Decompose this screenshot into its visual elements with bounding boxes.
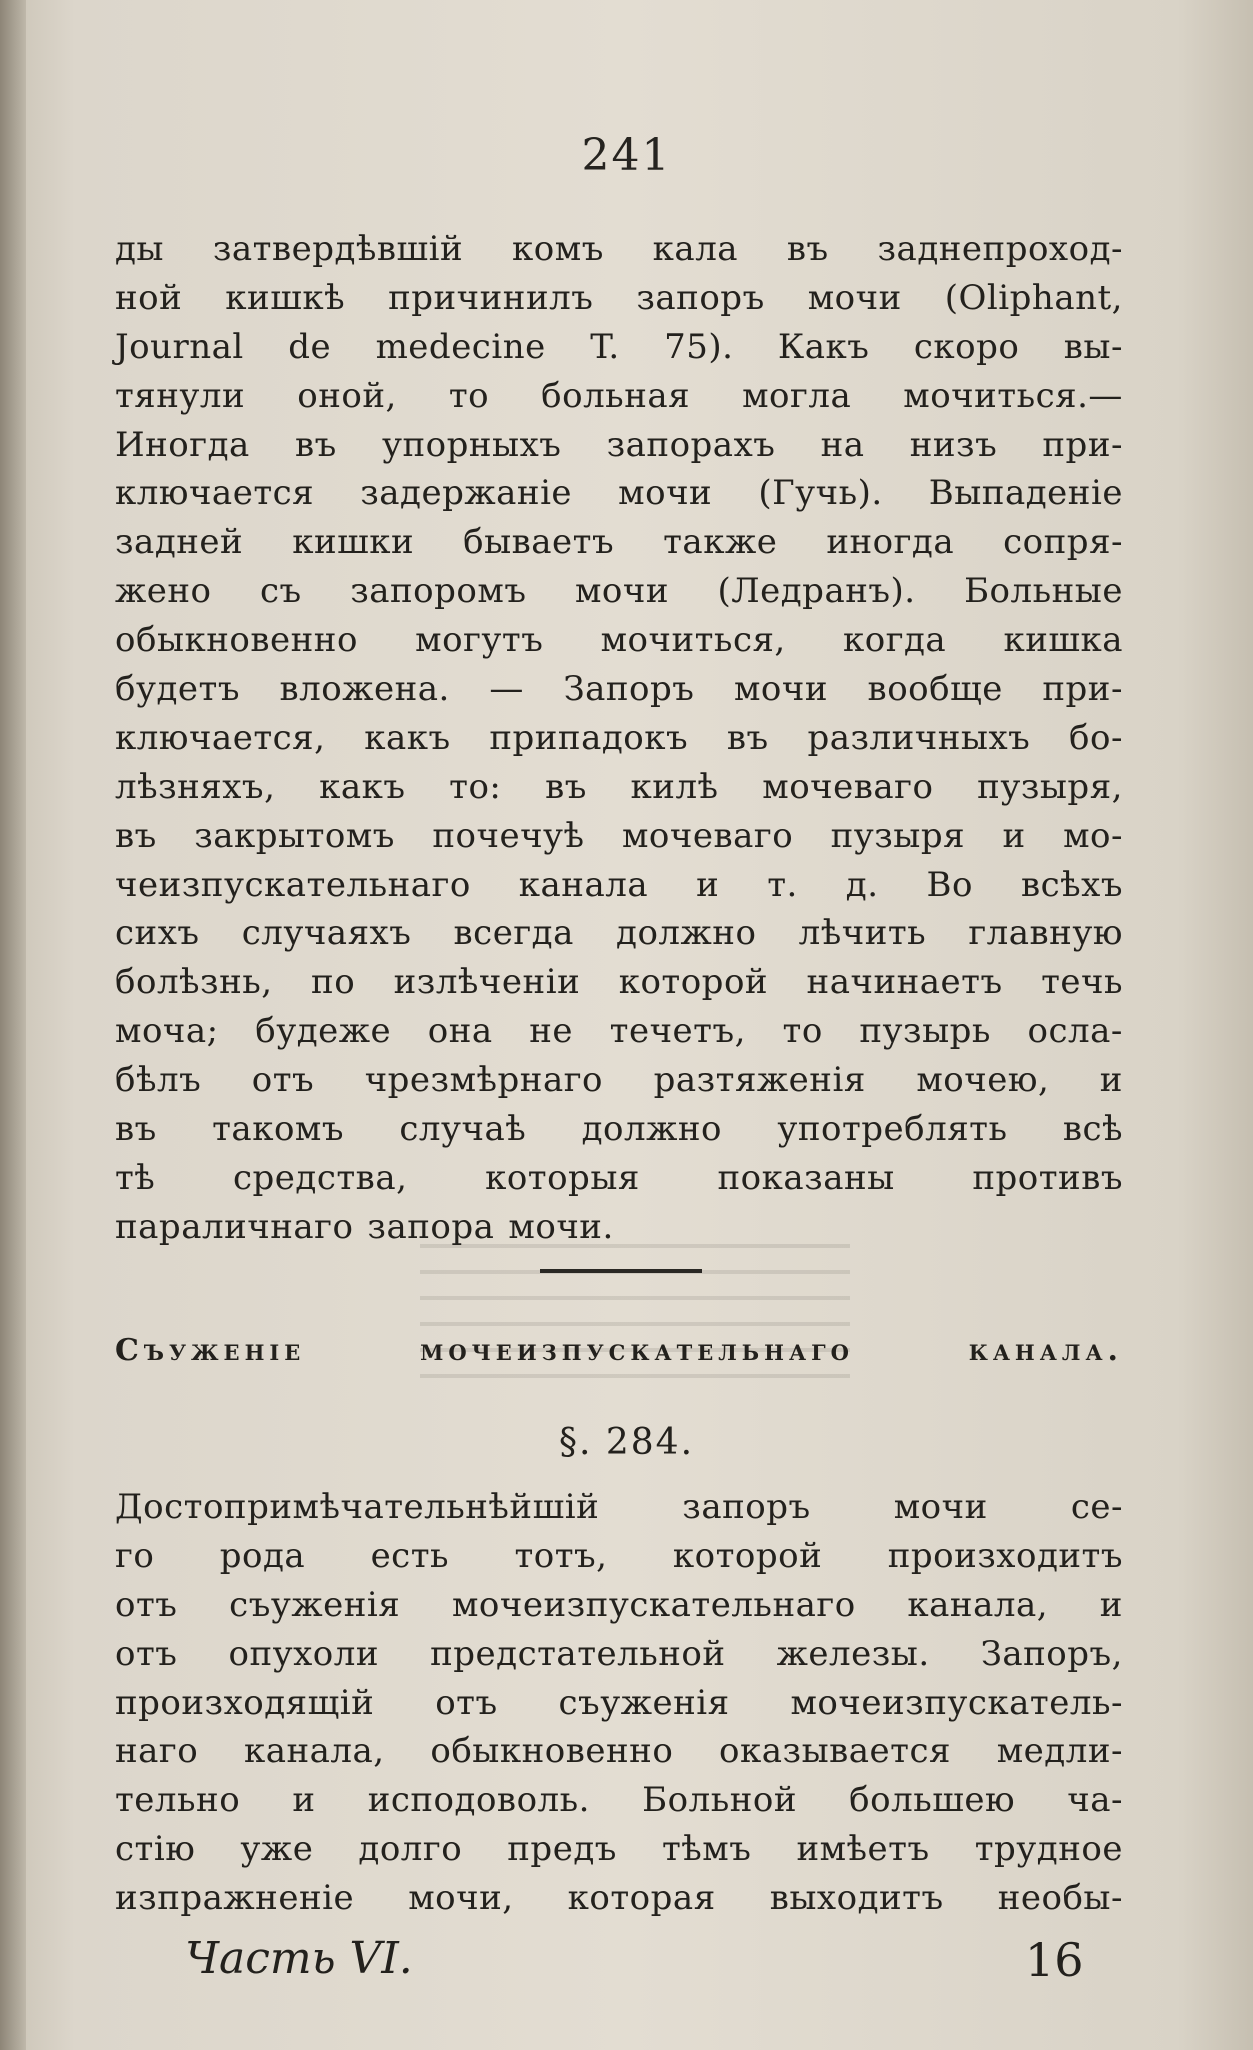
word: исподоволь.	[367, 1780, 590, 1821]
word: ча-	[1067, 1780, 1123, 1821]
word: могла	[742, 375, 852, 416]
word: мочеизпускательнаго	[451, 1584, 856, 1625]
word: трудное	[974, 1829, 1123, 1870]
word: употреблять	[777, 1109, 1008, 1150]
word: мочеизпускатель-	[790, 1682, 1123, 1723]
word: есть	[370, 1535, 450, 1576]
word: причинилъ	[388, 277, 594, 318]
text-line	[115, 323, 1123, 372]
word: вообще	[867, 669, 1003, 710]
word: мочиться.—	[903, 375, 1123, 416]
text-line	[115, 665, 1123, 714]
word: кишка	[1003, 620, 1123, 661]
word: килѣ	[630, 766, 719, 807]
word: съ	[260, 571, 302, 612]
bleed-through-text	[420, 1240, 850, 1400]
footer-signature-mark: 16	[1025, 1933, 1084, 1987]
word: ды	[115, 229, 164, 269]
word: противъ	[972, 1157, 1123, 1198]
word: Достопримѣчательнѣйшій	[115, 1487, 600, 1527]
footer-part-label: Часть VI.	[185, 1933, 413, 1984]
word: уже	[240, 1829, 314, 1870]
word: чрезмѣрнаго	[364, 1060, 604, 1101]
section-heading: Съуженіе мочеизпускательнаго канала.	[115, 1333, 1123, 1368]
word: предстательной	[430, 1633, 726, 1674]
word: Иногда	[115, 424, 250, 465]
word: упорныхъ	[381, 424, 562, 465]
word: рода	[219, 1535, 306, 1576]
word: которой	[618, 962, 769, 1003]
word: средства,	[232, 1157, 408, 1198]
word: то	[782, 1011, 823, 1052]
word: медли-	[996, 1731, 1123, 1772]
paragraph-section-284	[115, 1483, 1123, 1923]
word: бо-	[1069, 717, 1123, 758]
text-line	[115, 1581, 1123, 1630]
word: которая	[567, 1878, 716, 1919]
word: изпражненіе	[115, 1878, 355, 1919]
word: которой	[672, 1535, 823, 1576]
word: мочи	[893, 1487, 988, 1527]
word: оной,	[297, 375, 397, 416]
word: по	[311, 962, 356, 1003]
word: опухоли	[228, 1633, 380, 1674]
word: и	[1002, 815, 1026, 856]
word: чеизпускательнаго	[115, 864, 471, 905]
text-line	[115, 372, 1123, 421]
word: Запоръ	[563, 669, 695, 710]
word: при-	[1042, 669, 1123, 710]
word: лѣзняхъ,	[115, 766, 276, 807]
text-line	[115, 1630, 1123, 1679]
word: (Oliphant,	[944, 277, 1123, 318]
word: Больной	[642, 1780, 797, 1821]
word: кишки	[292, 522, 415, 563]
word: запорахъ	[606, 424, 776, 465]
word: железы.	[776, 1633, 930, 1674]
word: долго	[358, 1829, 463, 1870]
text-line	[115, 1483, 1123, 1532]
word: наго	[115, 1731, 199, 1772]
word: —	[489, 669, 524, 710]
word: какъ	[319, 766, 406, 807]
text-line	[115, 567, 1123, 616]
word: Больные	[964, 571, 1123, 612]
page-number: 241	[581, 130, 672, 181]
word: мочеваго	[762, 766, 934, 807]
word: когда	[842, 620, 947, 661]
word: то	[448, 375, 490, 416]
word: параличнаго	[115, 1206, 354, 1247]
word: выходитъ	[769, 1878, 944, 1919]
text-line	[115, 274, 1123, 323]
section-divider-rule	[540, 1269, 702, 1273]
word: тотъ,	[514, 1535, 608, 1576]
word: въ	[545, 766, 587, 807]
word: Journal	[115, 326, 244, 367]
word: припадокъ	[489, 717, 689, 758]
section-number: §. 284.	[558, 1422, 695, 1463]
word: тянули	[115, 375, 246, 416]
text-line	[115, 1056, 1123, 1105]
word: разтяженія	[653, 1060, 866, 1101]
word: главную	[968, 913, 1123, 954]
word: сопря-	[1003, 522, 1123, 563]
word: тѣ	[115, 1157, 156, 1198]
word: и	[696, 864, 720, 905]
word: осла-	[1027, 1011, 1123, 1052]
word: моча;	[115, 1011, 219, 1052]
text-line	[115, 812, 1123, 861]
word: то:	[449, 766, 502, 807]
word: (Ледранъ).	[717, 571, 916, 612]
text-line	[115, 1007, 1123, 1056]
word: всѣ	[1062, 1109, 1123, 1150]
word: большею	[849, 1780, 1016, 1821]
word: кишкѣ	[225, 277, 346, 318]
word: отъ	[251, 1060, 315, 1101]
text-line	[115, 469, 1123, 518]
word: тѣмъ	[661, 1829, 752, 1870]
word: запоръ	[636, 277, 765, 318]
text-line	[115, 1874, 1123, 1923]
word: показаны	[717, 1157, 895, 1198]
word: при-	[1042, 424, 1123, 465]
word: въ	[115, 1109, 157, 1150]
word: кала	[652, 229, 739, 269]
word: течетъ,	[609, 1011, 746, 1052]
word: съуженія	[229, 1584, 401, 1625]
word: обыкновенно	[115, 620, 358, 661]
word: съуженія	[558, 1682, 730, 1723]
word: (Гучь).	[758, 473, 883, 514]
word: случаѣ	[399, 1109, 527, 1150]
word: мочиться,	[600, 620, 786, 661]
word: въ	[726, 717, 769, 758]
page-gutter-shadow	[0, 0, 26, 2050]
text-line	[115, 1776, 1123, 1825]
text-line	[115, 1532, 1123, 1581]
word: д.	[845, 864, 879, 905]
word: канала	[518, 864, 649, 905]
word: мочею,	[916, 1060, 1050, 1101]
word: запоромъ	[350, 571, 527, 612]
word: произходящій	[115, 1682, 375, 1723]
word: низъ	[909, 424, 998, 465]
word: запора	[367, 1206, 495, 1247]
word: бываетъ	[463, 522, 615, 563]
word: и	[1099, 1060, 1123, 1101]
word: Во	[926, 864, 973, 905]
word: всегда	[453, 913, 574, 954]
word: отъ	[115, 1584, 178, 1625]
word: бѣлъ	[115, 1060, 202, 1101]
word: Запоръ,	[980, 1633, 1123, 1674]
word: мочи	[807, 277, 902, 318]
word: ключается	[115, 473, 315, 514]
word: также	[663, 522, 778, 563]
text-line	[115, 421, 1123, 470]
word: мочи	[618, 473, 713, 514]
word: и	[1099, 1584, 1123, 1625]
word: мочеваго	[621, 815, 794, 856]
word: различныхъ	[807, 717, 1031, 758]
paragraph-continued	[115, 225, 1123, 1252]
word: заднепроход-	[877, 229, 1123, 269]
word: задержаніе	[360, 473, 573, 514]
word: стію	[115, 1829, 196, 1870]
word: Какъ	[777, 326, 870, 367]
word: такомъ	[212, 1109, 344, 1150]
word: задней	[115, 522, 244, 563]
word: пузыря,	[977, 766, 1123, 807]
word: должно	[616, 913, 757, 954]
text-line	[115, 1105, 1123, 1154]
word: лѣчить	[798, 913, 927, 954]
text-line	[115, 1154, 1123, 1203]
word: пузырь	[859, 1011, 991, 1052]
word: скоро	[913, 326, 1020, 367]
word: и	[292, 1780, 316, 1821]
word: она	[427, 1011, 493, 1052]
word: тельно	[115, 1780, 241, 1821]
text-line	[115, 1825, 1123, 1874]
text-line	[115, 861, 1123, 910]
word: жено	[115, 571, 212, 612]
word: medecine	[375, 326, 546, 367]
word: отъ	[115, 1633, 178, 1674]
word: закрытомъ	[194, 815, 395, 856]
word: го	[115, 1535, 155, 1576]
text-line	[115, 616, 1123, 665]
word: мочи,	[408, 1878, 514, 1919]
text-line	[115, 1679, 1123, 1728]
word: ключается,	[115, 717, 326, 758]
word: мочи.	[508, 1206, 614, 1247]
word: имѣетъ	[796, 1829, 930, 1870]
text-line	[115, 1727, 1123, 1776]
word: запоръ	[682, 1487, 811, 1527]
text-line	[115, 225, 1123, 274]
word: иногда	[826, 522, 955, 563]
text-line	[115, 909, 1123, 958]
word: въ	[115, 815, 157, 856]
word: въ	[786, 229, 829, 269]
word: будетъ	[115, 669, 240, 710]
word: предъ	[507, 1829, 617, 1870]
word: мо-	[1063, 815, 1123, 856]
word: течь	[1041, 962, 1123, 1003]
word: затвердѣвшій	[212, 229, 464, 269]
text-line	[115, 518, 1123, 567]
word: обыкновенно	[430, 1731, 674, 1772]
word: пузыря	[830, 815, 966, 856]
word: въ	[295, 424, 337, 465]
word: которыя	[485, 1157, 640, 1198]
word: на	[820, 424, 865, 465]
word: се-	[1070, 1487, 1123, 1527]
word: T.	[590, 326, 620, 367]
word: канала,	[907, 1584, 1049, 1625]
word: 75).	[664, 326, 734, 367]
word: вложена.	[279, 669, 450, 710]
word: ной	[115, 277, 183, 318]
word: больная	[541, 375, 691, 416]
word: излѣченіи	[393, 962, 581, 1003]
word: Выпаденіе	[928, 473, 1123, 514]
word: всѣхъ	[1020, 864, 1123, 905]
word: могутъ	[415, 620, 544, 661]
word: мочи	[733, 669, 829, 710]
text-line	[115, 958, 1123, 1007]
word: начинаетъ	[806, 962, 1003, 1003]
word: вы-	[1063, 326, 1123, 367]
word: почечуѣ	[432, 815, 585, 856]
word: канала,	[243, 1731, 385, 1772]
word: случаяхъ	[241, 913, 412, 954]
text-line	[115, 714, 1123, 763]
word: т.	[767, 864, 798, 905]
word: оказывается	[719, 1731, 951, 1772]
word: отъ	[435, 1682, 498, 1723]
word: болѣзнь,	[115, 962, 273, 1003]
text-line	[115, 763, 1123, 812]
word: должно	[581, 1109, 722, 1150]
word: комъ	[512, 229, 604, 269]
word: не	[529, 1011, 574, 1052]
word: de	[288, 326, 332, 367]
word: необы-	[997, 1878, 1123, 1919]
word: сихъ	[115, 913, 200, 954]
word: какъ	[364, 717, 451, 758]
word: будеже	[255, 1011, 392, 1052]
word: произходитъ	[887, 1535, 1123, 1576]
word: мочи	[574, 571, 669, 612]
